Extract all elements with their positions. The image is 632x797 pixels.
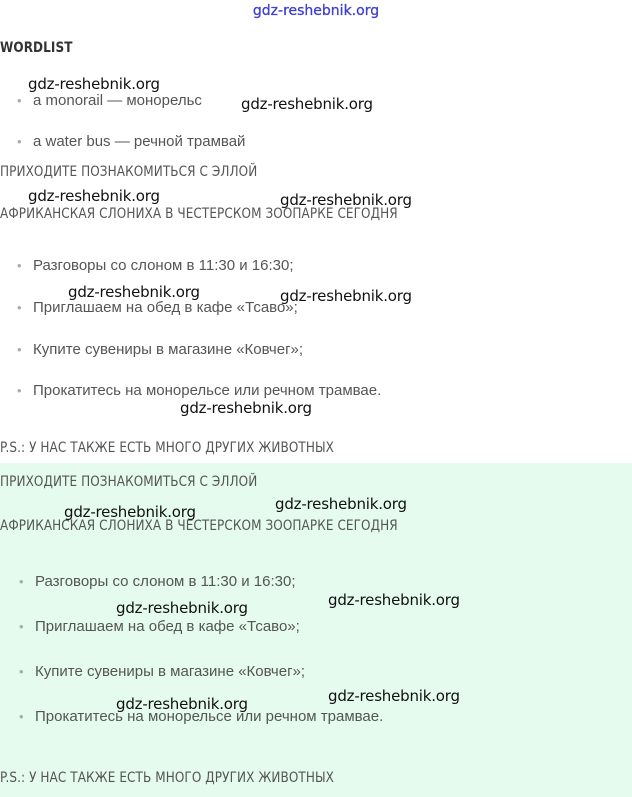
answer-ps: P.S.: У НАС ТАКЖЕ ЕСТЬ МНОГО ДРУГИХ ЖИВОТНЫХ [0,770,335,786]
poster-heading-line2: АФРИКАНСКАЯ СЛОНИХА В ЧЕСТЕРСКОМ ЗООПАРКЕ СЕГОДНЯ [0,206,398,222]
watermark: gdz-reshebnik.org [241,95,373,113]
bullet-icon: • [17,383,22,398]
watermark: gdz-reshebnik.org [275,495,407,513]
answer-list-item: • Приглашаем на обед в кафе «Тсаво»; [19,618,300,635]
bullet-icon: • [19,709,24,724]
answer-list-item: • Купите сувениры в магазине «Ковчег»; [19,663,306,680]
poster-list-item: • Купите сувениры в магазине «Ковчег»; [17,341,304,358]
poster-list-item: • Разговоры со слоном в 11:30 и 16:30; [17,257,294,274]
bullet-icon: • [17,258,22,273]
watermark: gdz-reshebnik.org [28,75,160,93]
watermark: gdz-reshebnik.org [328,687,460,705]
poster-heading-line1: ПРИХОДИТЕ ПОЗНАКОМИТЬСЯ С ЭЛЛОЙ [0,164,258,180]
poster-list-item: • Приглашаем на обед в кафе «Тсаво»; [17,299,298,316]
wordlist-title: WORDLIST [0,40,73,56]
watermark: gdz-reshebnik.org [328,591,460,609]
wordlist-item: • a water bus — речной трамвай [17,133,246,150]
watermark: gdz-reshebnik.org [28,187,160,205]
site-link-header[interactable]: gdz-reshebnik.org [252,3,380,19]
bullet-icon: • [19,574,24,589]
bullet-icon: • [17,300,22,315]
answer-list-item: • Разговоры со слоном в 11:30 и 16:30; [19,573,296,590]
watermark: gdz-reshebnik.org [68,283,200,301]
bullet-icon: • [19,619,24,634]
watermark: gdz-reshebnik.org [180,399,312,417]
bullet-icon: • [17,93,22,108]
bullet-icon: • [19,664,24,679]
answer-list-item: • Прокатитесь на монорельсе или речном трамвае. [19,708,384,725]
wordlist-item: • a monorail — монорельс [17,92,202,109]
bullet-icon: • [17,342,22,357]
watermark: gdz-reshebnik.org [280,191,412,209]
answer-heading-line2: АФРИКАНСКАЯ СЛОНИХА В ЧЕСТЕРСКОМ ЗООПАРКЕ СЕГОДНЯ [0,518,398,534]
watermark: gdz-reshebnik.org [116,695,248,713]
watermark: gdz-reshebnik.org [64,503,196,521]
watermark: gdz-reshebnik.org [280,287,412,305]
watermark: gdz-reshebnik.org [116,599,248,617]
bullet-icon: • [17,134,22,149]
poster-list-item: • Прокатитесь на монорельсе или речном трамвае. [17,382,382,399]
answer-heading-line1: ПРИХОДИТЕ ПОЗНАКОМИТЬСЯ С ЭЛЛОЙ [0,474,258,490]
poster-ps: P.S.: У НАС ТАКЖЕ ЕСТЬ МНОГО ДРУГИХ ЖИВОТНЫХ [0,440,335,456]
